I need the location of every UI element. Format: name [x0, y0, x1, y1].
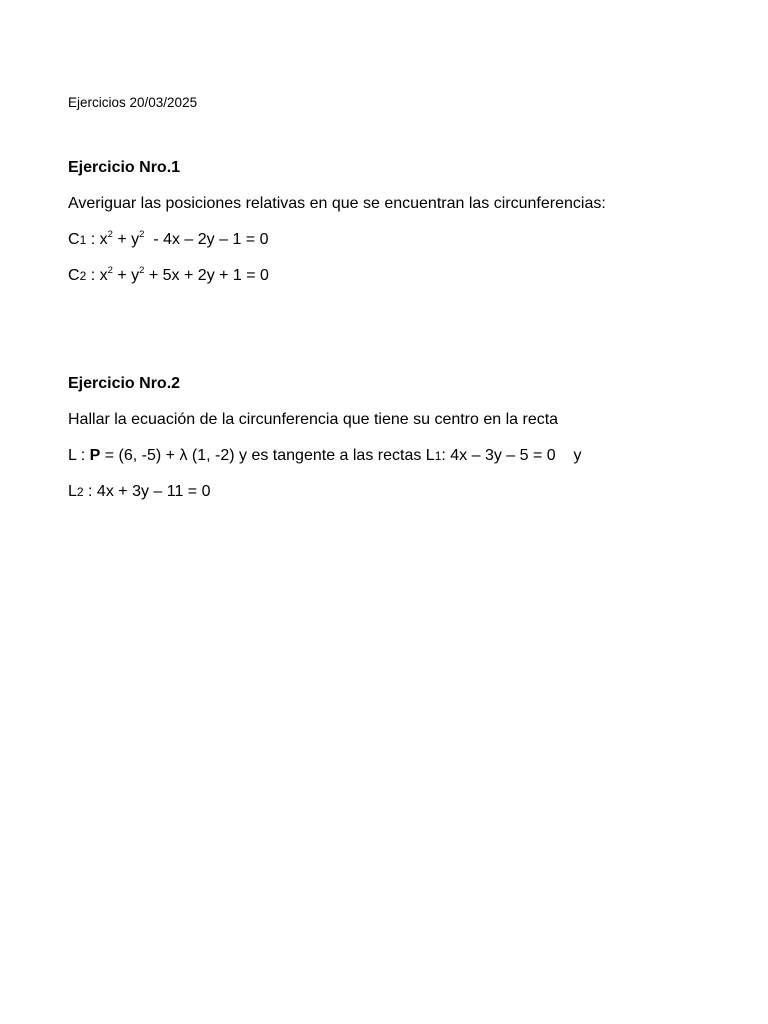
c1-plus-y: + y: [112, 231, 140, 248]
l2-name: L: [68, 483, 77, 500]
vector-p: P: [89, 447, 101, 464]
c1-name: C: [68, 231, 80, 248]
c2-index: 2: [79, 269, 87, 283]
line-l-prefix: L :: [68, 447, 90, 464]
equation-c2: [68, 266, 269, 286]
header-date: Ejercicios 20/03/2025: [68, 95, 198, 110]
exercise-2-title: Ejercicio Nro.2: [68, 375, 181, 392]
exercise-2-statement: Hallar la ecuación de la circunferencia que tiene su centro en la recta: [68, 411, 559, 428]
c1-index: 1: [79, 233, 87, 247]
line-l-middle: = (6, -5) + λ (1, -2) y es tangente a las rectas L: [100, 447, 435, 464]
l2-rest: : 4x + 3y – 11 = 0: [83, 483, 211, 500]
c2-name: C: [68, 267, 80, 284]
line-l-rest: : 4x – 3y – 5 = 0 y: [441, 447, 582, 464]
c2-exp-y: 2: [139, 265, 145, 276]
c1-sep: : x: [86, 231, 108, 248]
equation-c1: [68, 230, 269, 250]
c2-plus-y: + y: [112, 267, 140, 284]
c1-exp-y: 2: [139, 229, 145, 240]
l2-index: 2: [76, 485, 84, 499]
equation-line-l2: [68, 482, 211, 502]
c2-exp-x: 2: [107, 265, 113, 276]
c1-exp-x: 2: [107, 229, 113, 240]
line-l1-index: 1: [434, 449, 442, 463]
equation-line-l: [68, 446, 581, 466]
c2-rest: + 5x + 2y + 1 = 0: [144, 267, 269, 284]
c1-rest: - 4x – 2y – 1 = 0: [144, 231, 269, 248]
exercise-1-statement: Averiguar las posiciones relativas en que se encuentran las circunferencias:: [68, 195, 606, 212]
c2-sep: : x: [86, 267, 108, 284]
exercise-1-title: Ejercicio Nro.1: [68, 159, 181, 176]
